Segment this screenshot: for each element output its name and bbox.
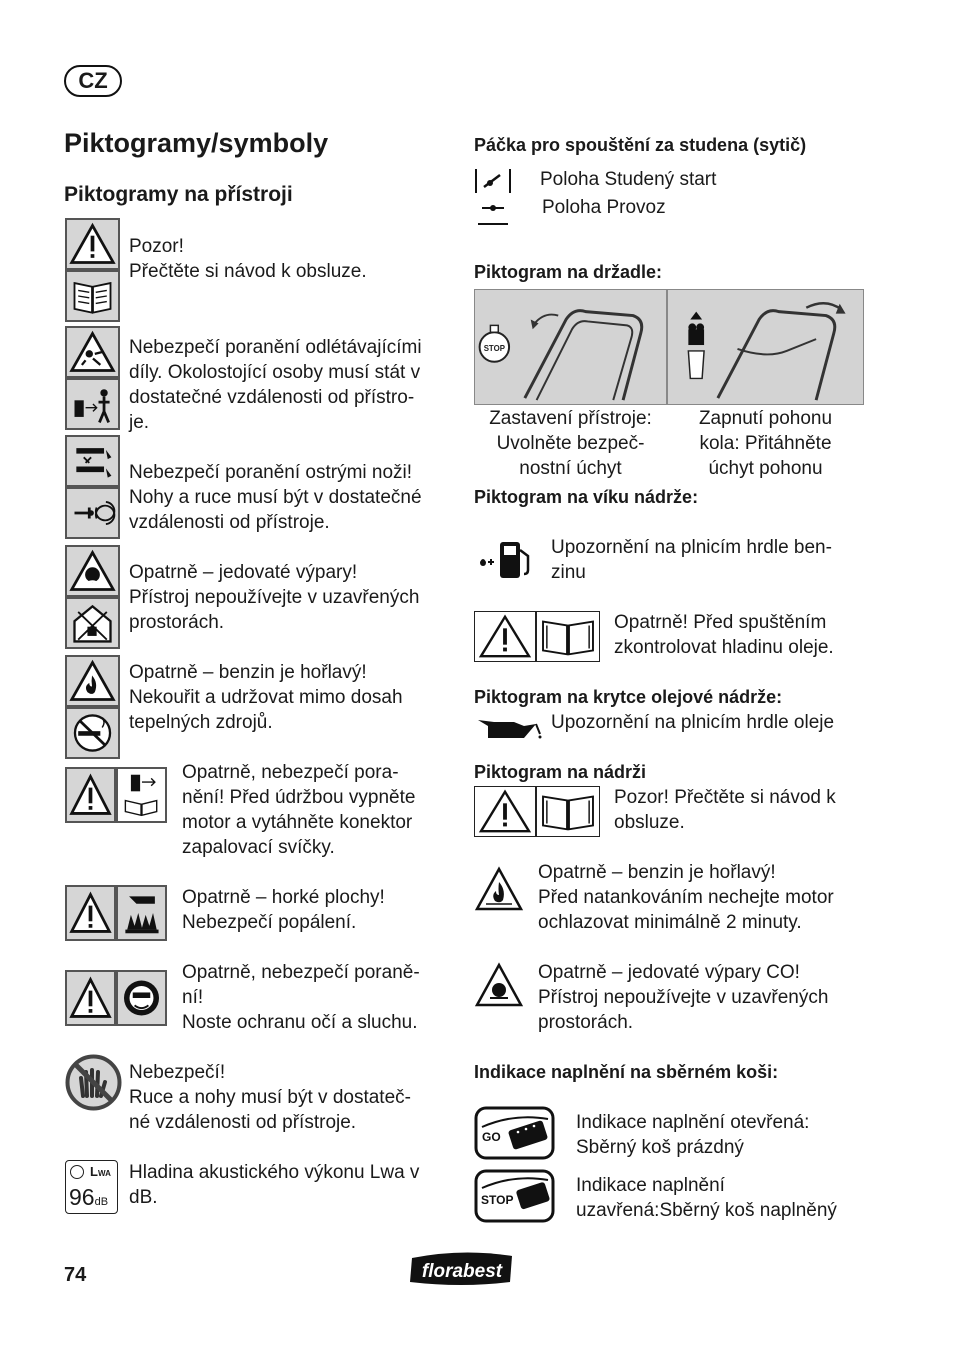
tank-co-fumes-text: Opatrně – jedovaté výpary CO! Přístroj nepoužívejte v uzavřených prostorách. [538, 962, 829, 1033]
sound-level-lwa-label [90, 1164, 111, 1179]
lwa-value: 96 [69, 1184, 95, 1210]
handle-pictogram-drive [667, 289, 864, 405]
handle-pictogram-stop [474, 289, 667, 405]
no-indoor-use-icon [65, 597, 120, 649]
choke-cold-start-text: Poloha Studený start [540, 169, 717, 190]
lwa-sub: WA [97, 1169, 111, 1178]
oil-can-icon [474, 712, 542, 740]
fill-open-icon [474, 1105, 555, 1161]
choke-run-text: Poloha Provoz [542, 197, 666, 218]
warning-triangle-icon [65, 970, 116, 1026]
warning-triangle-icon [65, 885, 116, 941]
spark-plug-manual-icon [116, 767, 167, 823]
toxic-fumes-icon [65, 545, 120, 597]
item-sound-level-text: Hladina akustického výkonu Lwa v dB. [129, 1162, 420, 1208]
hot-surface-icon [116, 885, 167, 941]
florabest-logo [406, 1248, 518, 1288]
page-title: Piktogramy/symboly [64, 128, 329, 158]
keep-distance-icon [65, 378, 120, 430]
rotating-blade-icon [65, 487, 120, 539]
item-toxic-fumes-text: Opatrně – jedovaté výpary! Přístroj nepoužívejte v uzavřených prostorách. [129, 562, 420, 633]
fuel-cap-text: Upozornění na plnicím hrdle ben- zinu [551, 537, 832, 583]
oil-check-manual-icon [536, 611, 600, 662]
sound-level-value [69, 1184, 108, 1215]
ear-eye-protection-icon [116, 970, 167, 1026]
oil-check-warning-icon [474, 611, 536, 662]
no-smoking-icon [65, 707, 120, 759]
choke-cold-start-icon [474, 167, 512, 195]
blade-hazard-icon [65, 435, 120, 487]
item-hot-surfaces-text: Opatrně – horké plochy! Nebezpečí popálení. [182, 887, 385, 933]
item-blades-text: Nebezpečí poranění ostrými noži! Nohy a ruce musí být v dostatečné vzdálenosti od přístroje. [129, 462, 422, 533]
lwa-l: L [90, 1164, 98, 1179]
fill-indicator-heading: Indikace naplnění na sběrném koši: [474, 1062, 779, 1082]
section-heading-device: Piktogramy na přístroji [64, 183, 293, 206]
warning-triangle-icon [65, 767, 116, 823]
fill-open-text: Indikace naplnění otevřená: Sběrný koš prázdný [576, 1112, 810, 1158]
oil-cap-heading: Piktogram na krytce olejové nádrže: [474, 687, 783, 707]
tank-flammable-icon [474, 866, 524, 912]
fill-closed-label: STOP [481, 1193, 514, 1207]
choke-heading: Páčka pro spouštění za studena (sytič) [474, 135, 807, 155]
tank-warning-icon [474, 786, 536, 837]
item-no-hands-text: Nebezpečí! Ruce a nohy musí být v dostateč- né vzdálenosti od přístroje. [129, 1062, 411, 1133]
tank-manual-icon [536, 786, 600, 837]
item-flammable-text: Opatrně – benzin je hořlavý! Nekouřit a udržovat mimo dosah tepelných zdrojů. [129, 662, 403, 733]
stop-badge: STOP [483, 343, 505, 353]
tank-co-fumes-icon [474, 962, 524, 1008]
logo-text: florabest [421, 1261, 503, 1282]
sound-level-icon [65, 1160, 118, 1214]
tank-heading: Piktogram na nádrži [474, 762, 647, 782]
page-number: 74 [64, 1264, 87, 1286]
item-flying-debris-text: Nebezpečí poranění odlétávajícími díly. Okolostojící osoby musí stát v dostatečné vzdálenosti od přístro- je. [129, 337, 422, 433]
tank-flammable-text: Opatrně – benzin je hořlavý! Před natankováním nechejte motor ochlazovat minimálně 2 minuty. [538, 862, 834, 933]
handle-caption-drive: Zapnutí pohonu kola: Přitáhněte úchyt pohonu [698, 408, 833, 479]
fill-open-label: GO [482, 1130, 501, 1144]
manual-book-icon [65, 270, 120, 322]
tank-read-manual-text: Pozor! Přečtěte si návod k obsluze. [614, 787, 836, 833]
oil-check-text: Opatrně! Před spuštěním zkontrolovat hladinu oleje. [614, 612, 834, 658]
fill-closed-text: Indikace naplnění uzavřená:Sběrný koš naplněný [576, 1175, 837, 1221]
flying-debris-icon [65, 326, 120, 378]
handle-caption-stop: Zastavení přístroje: Uvolněte bezpeč- nostní úchyt [489, 408, 652, 479]
flammable-icon [65, 655, 120, 707]
lwa-unit: dB [94, 1196, 109, 1208]
handle-heading: Piktogram na držadle: [474, 262, 663, 282]
choke-run-icon [474, 198, 512, 228]
warning-triangle-icon [65, 218, 120, 270]
language-badge: CZ [64, 65, 122, 97]
fuel-pump-icon [474, 538, 536, 582]
no-hands-icon [65, 1054, 122, 1111]
fill-closed-icon [474, 1168, 555, 1224]
item-maintenance-text: Opatrně, nebezpečí pora- nění! Před údržbou vypněte motor a vytáhněte konektor zapalovací svíčky. [182, 762, 416, 858]
tank-cap-heading: Piktogram na víku nádrže: [474, 487, 699, 507]
item-read-manual-text: Pozor! Přečtěte si návod k obsluze. [129, 236, 367, 282]
item-protection-text: Opatrně, nebezpečí poraně- ní! Noste ochranu očí a sluchu. [182, 962, 420, 1033]
sound-level-speaker [70, 1165, 84, 1179]
oil-cap-text: Upozornění na plnicím hrdle oleje [551, 712, 835, 733]
